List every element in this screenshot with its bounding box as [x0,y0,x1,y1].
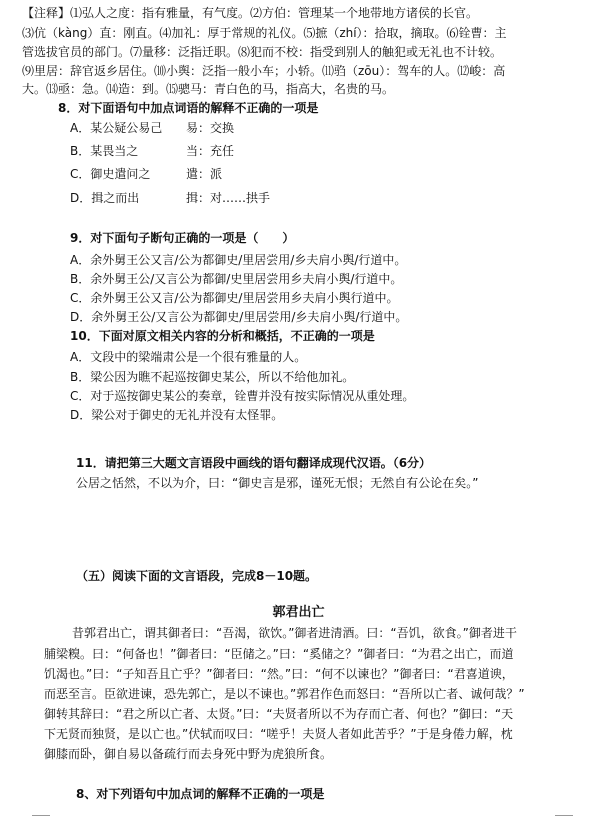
page-corner-left [32,815,50,816]
passage-line-3: 饥渴也。”曰：“子知吾且亡乎？”御者曰：“然。”曰：“何不以谏也？”御者曰：“君喜道谀， [44,667,514,681]
section5-heading: （五）阅读下面的文言语段，完成8－10题。 [76,569,318,583]
q9-option-d: D．余外舅王公/又言公为都御史/里居尝用/乡夫肩小舆/行道中。 [70,310,408,324]
q8-option-b-sentence: B．某畏当之 [70,144,139,158]
notes-line-3: 管选拔官员的部门。⑺量移：泛指迁职。⑻犯而不校：指受到别人的触犯或无礼也不计较。 [22,45,503,59]
passage-title: 郭君出亡 [272,605,325,620]
q10-option-a: A．文段中的梁端肃公是一个很有雅量的人。 [70,350,307,364]
q10-stem: 10．下面对原文相关内容的分析和概括，不正确的一项是 [70,329,375,343]
page-corner-right [555,815,573,816]
section5-question: 8、对下列语句中加点词的解释不正确的一项是 [76,787,325,801]
q8-option-c-sentence: C．御史遣问之 [70,167,151,181]
q9-option-c: C．余外舅王公又言/公为都御史/里居尝用乡夫肩小舆行道中。 [70,291,399,305]
q8-option-b-gloss: 当：充任 [186,144,235,158]
q8-option-d-gloss: 揖：对……拱手 [186,191,271,205]
q8-option-a-gloss: 易：交换 [186,121,235,135]
passage-line-6: 下无贤而独贤，是以亡也。”伏轼而叹曰：“嗟乎！夫贤人者如此苦乎？”于是身倦力解，枕 [44,727,513,741]
q8-option-c-gloss: 遣：派 [186,167,223,181]
q8-stem: 8．对下面语句中加点词语的解释不正确的一项是 [58,101,319,115]
notes-line-4: ⑼里居：辞官返乡居住。⑽小舆：泛指一般小车；小轿。⑾驺（zōu）：驾车的人。⑿峻：高 [22,64,506,78]
notes-line-5: 大。⒀亟：急。⒁造：到。⒂骢马：青白色的马，指高大，名贵的马。 [22,82,395,96]
notes-line-1: 【注释】⑴弘人之度：指有雅量，有气度。⑵方伯：管理某一个地带地方诸侯的长官。 [22,6,479,20]
q9-stem: 9．对下面句子断句正确的一项是（ ） [70,231,295,245]
q9-option-a: A．余外舅王公又言/公为都御史/里居尝用/乡夫肩小舆/行道中。 [70,253,407,267]
q10-option-b: B．梁公因为瞧不起巡按御史某公，所以不给他加礼。 [70,370,355,384]
passage-line-5: 御转其辞曰：“君之所以亡者、太贤。”曰：“夫贤者所以不为存而亡者、何也？”御曰：“天 [44,707,514,721]
q8-option-a-sentence: A．某公疑公易己 [70,121,163,135]
q8-option-d-sentence: D．揖之而出 [70,191,140,205]
q11-sentence: 公居之恬然，不以为介，曰：“御史言是邪，谨死无恨；无然自有公论在矣。” [76,476,479,490]
notes-line-2: ⑶伉（kàng）直：刚直。⑷加礼：厚于常规的礼仪。⑸摭（zhí）：拾取，摘取。⑹铨曹：主 [22,26,507,40]
passage-line-7: 御膝而卧，御自易以备疏行而去身死中野为虎狼所食。 [44,747,333,761]
q10-option-d: D．梁公对于御史的无礼并没有太怪罪。 [70,408,284,422]
q9-option-b: B．余外舅王公/又言公为都御/史里居尝用乡夫肩小舆/行道中。 [70,272,403,286]
passage-line-4: 而恶至言。臣欲进谏，恐先郭亡，是以不谏也。”郭君作色而怒曰：“吾所以亡者、诚何哉？” [44,687,525,701]
q10-option-c: C．对于巡按御史某公的奏章，铨曹并没有按实际情况从重处理。 [70,389,415,403]
passage-line-2: 脯梁糗。曰：“何备也！”御者曰：“臣储之。”曰：“奚储之？”御者曰：“为君之出亡，而道 [44,647,514,661]
passage-line-1: 昔郭君出亡，谓其御者曰：“吾渴，欲饮。”御者进清酒。曰：“吾饥，欲食。”御者进干 [72,626,517,640]
q11-stem: 11．请把第三大题文言语段中画线的语句翻译成现代汉语。（6分） [76,456,432,470]
